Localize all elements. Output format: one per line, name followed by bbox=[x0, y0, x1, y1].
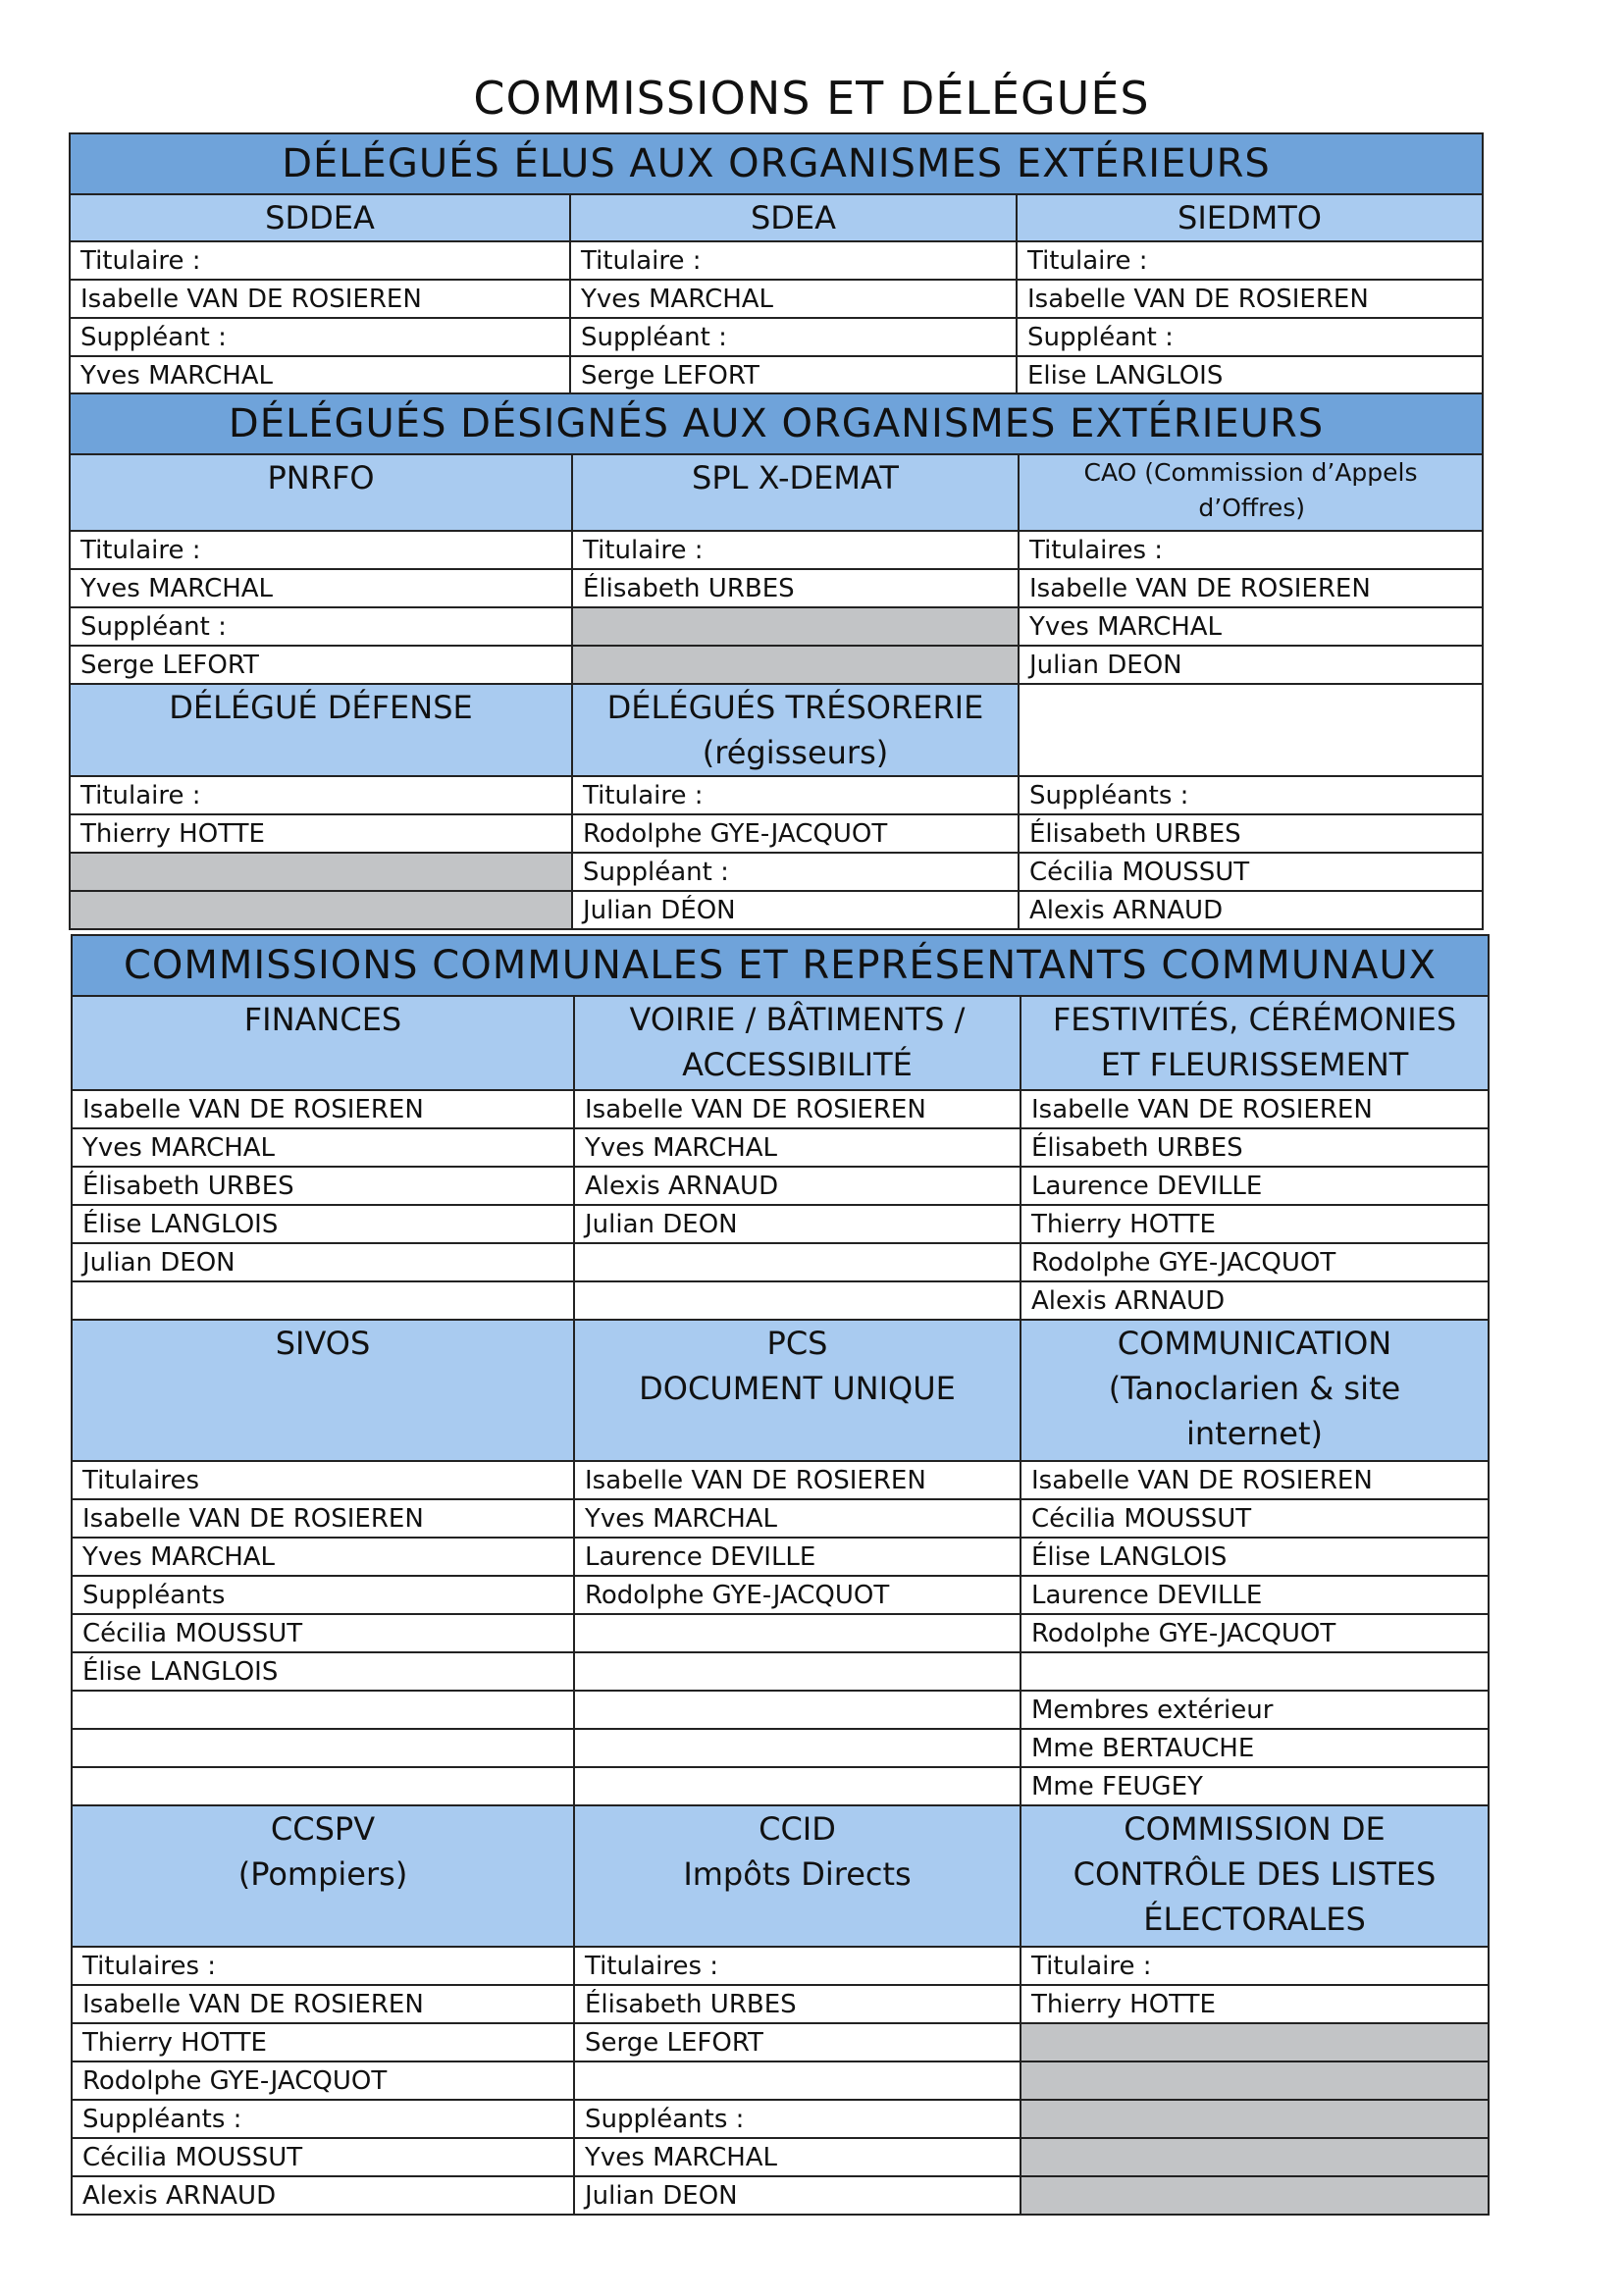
column-header-sdea: SDEA bbox=[570, 194, 1017, 241]
empty-cell bbox=[1021, 2023, 1489, 2061]
section-elus-table bbox=[69, 132, 1484, 395]
empty-cell bbox=[70, 853, 572, 891]
table-cell: Julian DEON bbox=[72, 1243, 574, 1281]
table-cell: Laurence DEVILLE bbox=[1021, 1167, 1489, 1205]
empty-cell bbox=[1021, 2061, 1489, 2100]
table-cell: Yves MARCHAL bbox=[570, 280, 1017, 318]
table-cell: Cécilia MOUSSUT bbox=[72, 2138, 574, 2176]
column-header-ccid bbox=[574, 1805, 1021, 1947]
table-cell bbox=[72, 1729, 574, 1767]
table-cell: Titulaire : bbox=[70, 531, 572, 569]
table-cell: Titulaires : bbox=[72, 1947, 574, 1985]
table-cell: Isabelle VAN DE ROSIEREN bbox=[1019, 569, 1483, 607]
table-cell: Isabelle VAN DE ROSIEREN bbox=[72, 1985, 574, 2023]
table-cell: Élisabeth URBES bbox=[1019, 814, 1483, 853]
column-header-listes-electorales bbox=[1021, 1805, 1489, 1947]
table-cell: Alexis ARNAUD bbox=[1021, 1281, 1489, 1320]
table-cell: Isabelle VAN DE ROSIEREN bbox=[1021, 1461, 1489, 1499]
header-line: SIVOS bbox=[275, 1325, 371, 1362]
header-line: internet) bbox=[1186, 1415, 1323, 1452]
header-line: COMMISSION DE bbox=[1124, 1810, 1386, 1848]
header-line: ACCESSIBILITÉ bbox=[682, 1046, 913, 1083]
header-line: DOCUMENT UNIQUE bbox=[639, 1370, 956, 1407]
table-cell: Isabelle VAN DE ROSIEREN bbox=[574, 1090, 1021, 1128]
table-cell: Yves MARCHAL bbox=[70, 569, 572, 607]
section-title: DÉLÉGUÉS ÉLUS AUX ORGANISMES EXTÉRIEURS bbox=[70, 133, 1483, 194]
header-line: Impôts Directs bbox=[683, 1855, 912, 1893]
table-cell: Titulaire : bbox=[572, 531, 1019, 569]
section-title: COMMISSIONS COMMUNALES ET REPRÉSENTANTS COMMUNAUX bbox=[72, 935, 1489, 996]
table-cell: Cécilia MOUSSUT bbox=[1019, 853, 1483, 891]
column-header-ccspv bbox=[72, 1805, 574, 1947]
column-header-spl-x-demat: SPL X-DEMAT bbox=[572, 454, 1019, 531]
table-cell: Titulaire : bbox=[1017, 241, 1483, 280]
table-cell: Thierry HOTTE bbox=[1021, 1985, 1489, 2023]
table-cell: Mme FEUGEY bbox=[1021, 1767, 1489, 1805]
column-header-sddea: SDDEA bbox=[70, 194, 570, 241]
table-cell: Isabelle VAN DE ROSIEREN bbox=[1021, 1090, 1489, 1128]
table-cell: Cécilia MOUSSUT bbox=[1021, 1499, 1489, 1538]
table-cell: Elise LANGLOIS bbox=[1017, 356, 1483, 394]
table-cell bbox=[574, 1729, 1021, 1767]
table-cell: Suppléant : bbox=[570, 318, 1017, 356]
table-cell: Yves MARCHAL bbox=[574, 1499, 1021, 1538]
table-cell: Élise LANGLOIS bbox=[72, 1205, 574, 1243]
table-cell: Thierry HOTTE bbox=[1021, 1205, 1489, 1243]
table-cell: Membres extérieur bbox=[1021, 1691, 1489, 1729]
table-cell: Élisabeth URBES bbox=[72, 1167, 574, 1205]
table-cell: Isabelle VAN DE ROSIEREN bbox=[70, 280, 570, 318]
table-cell: Suppléants : bbox=[1019, 776, 1483, 814]
column-header-cao bbox=[1019, 454, 1483, 531]
column-header-sivos bbox=[72, 1320, 574, 1461]
table-cell: Yves MARCHAL bbox=[1019, 607, 1483, 646]
table-cell: Titulaire : bbox=[70, 776, 572, 814]
table-cell: Titulaire : bbox=[572, 776, 1019, 814]
column-header-finances bbox=[72, 996, 574, 1090]
table-cell: Serge LEFORT bbox=[570, 356, 1017, 394]
table-cell: Laurence DEVILLE bbox=[574, 1538, 1021, 1576]
empty-cell bbox=[572, 607, 1019, 646]
table-cell bbox=[574, 1652, 1021, 1691]
table-cell: Titulaires : bbox=[574, 1947, 1021, 1985]
table-cell: Julian DEON bbox=[1019, 646, 1483, 684]
table-cell bbox=[574, 1243, 1021, 1281]
table-cell: Rodolphe GYE-JACQUOT bbox=[572, 814, 1019, 853]
table-cell: Élisabeth URBES bbox=[572, 569, 1019, 607]
table-cell: Yves MARCHAL bbox=[574, 2138, 1021, 2176]
table-cell: Isabelle VAN DE ROSIEREN bbox=[72, 1090, 574, 1128]
empty-cell bbox=[70, 891, 572, 929]
table-cell: Suppléant : bbox=[70, 607, 572, 646]
empty-cell bbox=[572, 646, 1019, 684]
column-header-delegues-tresorerie bbox=[572, 684, 1019, 776]
table-cell: Rodolphe GYE-JACQUOT bbox=[1021, 1614, 1489, 1652]
table-cell bbox=[72, 1767, 574, 1805]
table-cell bbox=[574, 1281, 1021, 1320]
table-cell: Yves MARCHAL bbox=[574, 1128, 1021, 1167]
header-line: PCS bbox=[766, 1325, 828, 1362]
table-cell: Suppléant : bbox=[1017, 318, 1483, 356]
header-line: d’Offres) bbox=[1198, 494, 1306, 522]
header-line: CAO (Commission d’Appels bbox=[1083, 458, 1418, 487]
table-cell: Isabelle VAN DE ROSIEREN bbox=[1017, 280, 1483, 318]
table-cell: Suppléant : bbox=[572, 853, 1019, 891]
table-cell: Yves MARCHAL bbox=[72, 1538, 574, 1576]
column-header-pcs bbox=[574, 1320, 1021, 1461]
table-cell: Serge LEFORT bbox=[574, 2023, 1021, 2061]
header-line: ET FLEURISSEMENT bbox=[1100, 1046, 1409, 1083]
table-cell: Laurence DEVILLE bbox=[1021, 1576, 1489, 1614]
table-cell: Suppléant : bbox=[70, 318, 570, 356]
table-cell: Julian DEON bbox=[574, 2176, 1021, 2215]
table-cell: Rodolphe GYE-JACQUOT bbox=[1021, 1243, 1489, 1281]
empty-cell bbox=[1019, 684, 1483, 776]
table-cell bbox=[1021, 1652, 1489, 1691]
section-designes-table bbox=[69, 392, 1484, 930]
table-cell: Titulaire : bbox=[570, 241, 1017, 280]
table-cell: Cécilia MOUSSUT bbox=[72, 1614, 574, 1652]
table-cell: Rodolphe GYE-JACQUOT bbox=[574, 1576, 1021, 1614]
column-header-delegue-defense: DÉLÉGUÉ DÉFENSE bbox=[70, 684, 572, 776]
table-cell: Isabelle VAN DE ROSIEREN bbox=[574, 1461, 1021, 1499]
table-cell: Titulaires : bbox=[1019, 531, 1483, 569]
header-line: FESTIVITÉS, CÉRÉMONIES bbox=[1052, 1001, 1457, 1038]
header-line: VOIRIE / BÂTIMENTS / bbox=[629, 1001, 966, 1038]
table-cell: Alexis ARNAUD bbox=[72, 2176, 574, 2215]
table-cell: Julian DEON bbox=[574, 1205, 1021, 1243]
header-line: COMMUNICATION bbox=[1117, 1325, 1392, 1362]
header-line: (Pompiers) bbox=[237, 1855, 408, 1893]
table-cell: Alexis ARNAUD bbox=[1019, 891, 1483, 929]
column-header-siedmto: SIEDMTO bbox=[1017, 194, 1483, 241]
header-line: ÉLECTORALES bbox=[1143, 1901, 1366, 1938]
column-header-voirie bbox=[574, 996, 1021, 1090]
table-cell bbox=[72, 1691, 574, 1729]
empty-cell bbox=[1021, 2138, 1489, 2176]
table-cell: Julian DÉON bbox=[572, 891, 1019, 929]
table-cell: Serge LEFORT bbox=[70, 646, 572, 684]
table-cell: Thierry HOTTE bbox=[72, 2023, 574, 2061]
table-cell bbox=[574, 1691, 1021, 1729]
table-cell: Alexis ARNAUD bbox=[574, 1167, 1021, 1205]
table-cell bbox=[72, 1281, 574, 1320]
table-cell: Titulaire : bbox=[1021, 1947, 1489, 1985]
table-cell: Titulaires bbox=[72, 1461, 574, 1499]
header-line: DÉLÉGUÉS TRÉSORERIE bbox=[606, 689, 984, 726]
table-cell: Yves MARCHAL bbox=[70, 356, 570, 394]
table-cell: Élise LANGLOIS bbox=[72, 1652, 574, 1691]
empty-cell bbox=[1021, 2176, 1489, 2215]
table-cell: Isabelle VAN DE ROSIEREN bbox=[72, 1499, 574, 1538]
header-line: CCSPV bbox=[270, 1810, 376, 1848]
table-cell: Thierry HOTTE bbox=[70, 814, 572, 853]
table-cell: Suppléants bbox=[72, 1576, 574, 1614]
column-header-pnrfo: PNRFO bbox=[70, 454, 572, 531]
table-cell: Titulaire : bbox=[70, 241, 570, 280]
table-cell: Élisabeth URBES bbox=[1021, 1128, 1489, 1167]
table-cell: Élisabeth URBES bbox=[574, 1985, 1021, 2023]
header-line: (Tanoclarien & site bbox=[1108, 1370, 1401, 1407]
table-cell: Mme BERTAUCHE bbox=[1021, 1729, 1489, 1767]
header-line: FINANCES bbox=[243, 1001, 402, 1038]
section-title: DÉLÉGUÉS DÉSIGNÉS AUX ORGANISMES EXTÉRIEURS bbox=[70, 393, 1483, 454]
page-title: COMMISSIONS ET DÉLÉGUÉS bbox=[473, 72, 1150, 125]
header-line: CONTRÔLE DES LISTES bbox=[1073, 1855, 1437, 1893]
table-cell bbox=[574, 1767, 1021, 1805]
table-cell: Suppléants : bbox=[574, 2100, 1021, 2138]
section-communales-table bbox=[71, 934, 1490, 2216]
table-cell bbox=[574, 2061, 1021, 2100]
column-header-communication bbox=[1021, 1320, 1489, 1461]
header-line: CCID bbox=[759, 1810, 836, 1848]
table-cell: Suppléants : bbox=[72, 2100, 574, 2138]
table-cell: Rodolphe GYE-JACQUOT bbox=[72, 2061, 574, 2100]
column-header-festivites bbox=[1021, 996, 1489, 1090]
empty-cell bbox=[1021, 2100, 1489, 2138]
table-cell: Élise LANGLOIS bbox=[1021, 1538, 1489, 1576]
table-cell: Yves MARCHAL bbox=[72, 1128, 574, 1167]
table-cell bbox=[574, 1614, 1021, 1652]
header-line: (régisseurs) bbox=[702, 734, 889, 771]
